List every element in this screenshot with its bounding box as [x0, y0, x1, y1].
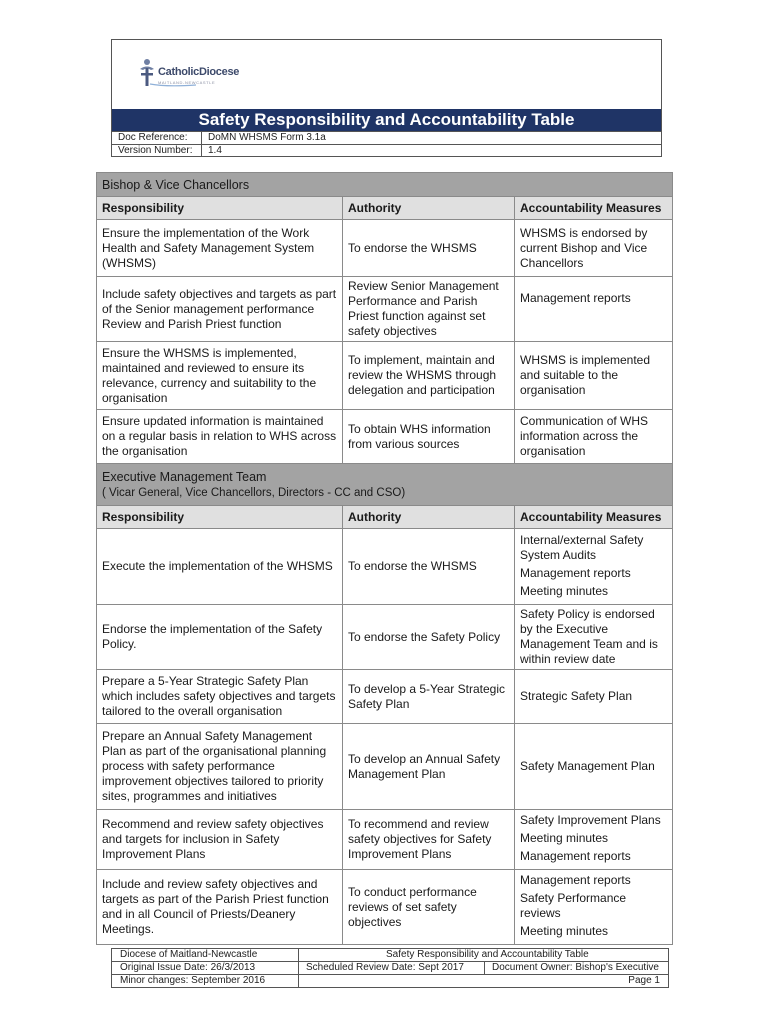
measure-item: Safety Performance reviews — [520, 891, 627, 920]
column-header-measures: Accountability Measures — [515, 506, 673, 529]
responsibility-cell: Recommend and review safety objectives and targets for inclusion in Safety Improvement Plans — [97, 810, 343, 870]
section-title: Executive Management Team — [102, 469, 267, 484]
footer-org: Diocese of Maitland-Newcastle — [120, 949, 258, 960]
section-subtitle: ( Vicar General, Vice Chancellors, Directors - CC and CSO) — [102, 486, 406, 499]
measure-item: Safety Improvement Plans — [520, 813, 661, 827]
measures-cell — [515, 810, 673, 870]
responsibility-cell: Execute the implementation of the WHSMS — [97, 529, 343, 605]
measure-item: Internal/external Safety System Audits — [520, 532, 644, 562]
document-footer — [111, 948, 669, 988]
responsibility-cell: Ensure the WHSMS is implemented, maintained and reviewed to ensure its relevance, currency and suitability to the organisation — [97, 342, 343, 410]
responsibility-cell: Endorse the implementation of the Safety Policy. — [97, 605, 343, 670]
table-row — [97, 724, 673, 810]
responsibility-cell: Prepare an Annual Safety Management Plan as part of the organisational planning process with safety performance improvement objectives tailored to priority sites, programmes and initiatives — [97, 724, 343, 810]
footer-owner: Document Owner: Bishop's Executive — [492, 962, 659, 973]
version-row — [112, 144, 661, 157]
measure-item: Management reports — [520, 849, 631, 863]
measure-item: Meeting minutes — [520, 583, 609, 598]
table-row — [97, 810, 673, 870]
table-row — [97, 277, 673, 342]
column-header-measures: Accountability Measures — [515, 197, 673, 220]
document-header — [111, 39, 662, 157]
measure-item: Meeting minutes — [520, 924, 609, 938]
column-header-authority: Authority — [343, 506, 515, 529]
table-row — [97, 220, 673, 277]
table-row — [97, 529, 673, 605]
table-row — [97, 670, 673, 724]
authority-cell: To endorse the WHSMS — [343, 220, 515, 277]
measures-cell: Management reports — [515, 277, 673, 342]
measures-cell: Communication of WHS information across the organisation — [515, 410, 673, 464]
footer-doc-title: Safety Responsibility and Accountability Table — [386, 949, 589, 960]
measures-cell: Safety Policy is endorsed by the Executive Management Team and is within review date — [515, 605, 673, 670]
measure-item: Management reports — [520, 565, 631, 580]
column-header-responsibility: Responsibility — [97, 197, 343, 220]
measures-cell: Strategic Safety Plan — [515, 670, 673, 724]
doc-reference-row — [112, 131, 661, 144]
authority-cell: To implement, maintain and review the WHSMS through delegation and participation — [343, 342, 515, 410]
diocese-logo — [136, 54, 276, 94]
authority-cell: To endorse the WHSMS — [343, 529, 515, 605]
measures-cell: WHSMS is implemented and suitable to the organisation — [515, 342, 673, 410]
column-header-authority: Authority — [343, 197, 515, 220]
responsibility-cell: Ensure updated information is maintained on a regular basis in relation to WHS across the organisation — [97, 410, 343, 464]
responsibility-table — [96, 172, 673, 945]
section-header-bishop — [97, 173, 673, 197]
authority-cell: To recommend and review safety objectives for Safety Improvement Plans — [343, 810, 515, 870]
authority-cell: To conduct performance reviews of set safety objectives — [343, 870, 515, 945]
logo-subtext: MAITLAND-NEWCASTLE — [158, 80, 216, 85]
section-title: Bishop & Vice Chancellors — [102, 177, 250, 192]
authority-cell: To develop a 5-Year Strategic Safety Plan — [343, 670, 515, 724]
table-row — [97, 870, 673, 945]
authority-cell: To endorse the Safety Policy — [343, 605, 515, 670]
responsibility-cell: Ensure the implementation of the Work Health and Safety Management System (WHSMS) — [97, 220, 343, 277]
measure-item: Management reports — [520, 873, 631, 887]
version-value: 1.4 — [208, 145, 222, 156]
footer-page-number: Page 1 — [628, 975, 660, 986]
doc-reference-value: DoMN WHSMS Form 3.1a — [208, 132, 326, 143]
column-header-row — [97, 506, 673, 529]
column-header-responsibility: Responsibility — [97, 506, 343, 529]
section-header-executive — [97, 464, 673, 506]
responsibility-cell: Prepare a 5-Year Strategic Safety Plan which includes safety objectives and targets tailored to the overall organisation — [97, 670, 343, 724]
column-header-row — [97, 197, 673, 220]
authority-cell: Review Senior Management Performance and Parish Priest function against set safety objectives — [343, 277, 515, 342]
table-row — [97, 605, 673, 670]
table-row — [97, 342, 673, 410]
responsibility-cell: Include and review safety objectives and targets as part of the Parish Priest function and in all Council of Priests/Deanery Meetings. — [97, 870, 343, 945]
version-label: Version Number: — [118, 145, 193, 156]
footer-minor-changes: Minor changes: September 2016 — [120, 975, 266, 986]
measures-cell — [515, 529, 673, 605]
document-title: Safety Responsibility and Accountability Table — [112, 109, 661, 131]
footer-review-date: Scheduled Review Date: Sept 2017 — [306, 962, 464, 973]
measure-item: Meeting minutes — [520, 831, 609, 845]
responsibility-cell: Include safety objectives and targets as part of the Senior management performance Review and Parish Priest function — [97, 277, 343, 342]
measures-cell: Safety Management Plan — [515, 724, 673, 810]
authority-cell: To obtain WHS information from various sources — [343, 410, 515, 464]
measures-cell — [515, 870, 673, 945]
footer-issue-date: Original Issue Date: 26/3/2013 — [120, 962, 256, 973]
authority-cell: To develop an Annual Safety Management Plan — [343, 724, 515, 810]
logo-text: CatholicDiocese — [158, 66, 240, 78]
table-row — [97, 410, 673, 464]
measures-cell: WHSMS is endorsed by current Bishop and Vice Chancellors — [515, 220, 673, 277]
doc-reference-label: Doc Reference: — [118, 132, 188, 143]
